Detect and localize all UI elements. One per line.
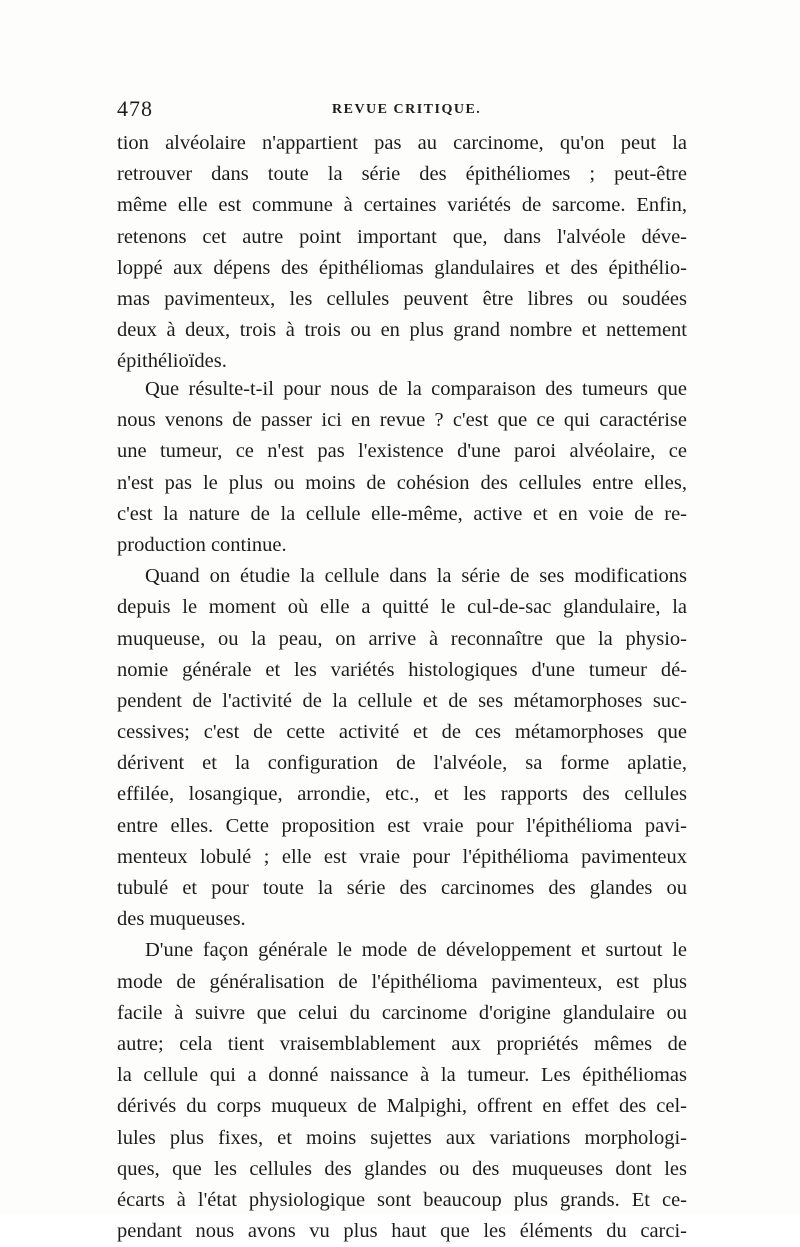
page-number: 478	[117, 96, 153, 121]
text-line: cessives; c'est de cette activité et de ces métamorphoses que	[117, 721, 687, 744]
text-line: écarts à l'état physiologique sont beaucoup plus grands. Et ce-	[117, 1188, 687, 1211]
text-line: dérivent et la configuration de l'alvéole, sa forme aplatie,	[117, 752, 687, 775]
text-line: une tumeur, ce n'est pas l'existence d'une paroi alvéolaire, ce	[117, 440, 687, 463]
text-line: mas pavimenteux, les cellules peuvent être libres ou soudées	[117, 287, 687, 310]
text-line: nomie générale et les variétés histologiques d'une tumeur dé-	[117, 658, 687, 681]
text-line: facile à suivre que celui du carcinome d'origine glandulaire ou	[117, 1001, 687, 1024]
text-line: Quand on étudie la cellule dans la série de ses modifications	[145, 565, 687, 588]
text-line: retenons cet autre point important que, dans l'alvéole déve-	[117, 225, 687, 248]
text-line: effilée, losangique, arrondie, etc., et les rapports des cellules	[117, 783, 687, 806]
text-line: Que résulte-t-il pour nous de la comparaison des tumeurs que	[145, 378, 687, 400]
paragraph-continued	[117, 128, 687, 378]
text-line: ques, que les cellules des glandes ou des muqueuses dont les	[117, 1157, 687, 1180]
text-line: menteux lobulé ; elle est vraie pour l'épithélioma pavimenteux	[117, 845, 687, 868]
text-line: n'est pas le plus ou moins de cohésion des cellules entre elles,	[117, 471, 687, 494]
text-line: retrouver dans toute la série des épithéliomes ; peut-être	[117, 163, 687, 186]
text-line: même elle est commune à certaines variétés de sarcome. Enfin,	[117, 194, 687, 217]
text-line: pendent de l'activité de la cellule et de ses métamorphoses suc-	[117, 689, 687, 712]
text-line: depuis le moment où elle a quitté le cul-de-sac glandulaire, la	[117, 596, 687, 619]
text-line: mode de généralisation de l'épithélioma pavimenteux, est plus	[117, 970, 687, 993]
text-line: lules plus fixes, et moins sujettes aux variations morphologi-	[117, 1126, 687, 1149]
text-line: entre elles. Cette proposition est vraie pour l'épithélioma pavi-	[117, 814, 687, 837]
paragraph-generalisation	[117, 935, 687, 1247]
main-text	[117, 374, 687, 1247]
text-line: D'une façon générale le mode de développement et surtout le	[145, 939, 687, 962]
text-line: dérivés du corps muqueux de Malpighi, offrent en effet des cel-	[117, 1095, 687, 1118]
text-line: muqueuse, ou la peau, on arrive à reconnaître que la physio-	[117, 627, 687, 650]
text-line: nous venons de passer ici en revue ? c'est que ce qui caractérise	[117, 409, 687, 432]
text-line: deux à deux, trois à trois ou en plus grand nombre et nettement	[117, 319, 687, 342]
text-line: c'est la nature de la cellule elle-même, active et en voie de re-	[117, 502, 687, 525]
journal-title: REVUE CRITIQUE.	[332, 102, 482, 117]
text-line: production continue.	[117, 533, 287, 556]
paragraph-tumeur-nature	[117, 374, 687, 561]
paragraph-cellule-modifications	[117, 561, 687, 935]
text-line: tubulé et pour toute la série des carcinomes des glandes ou	[117, 877, 687, 899]
text-line: pendant nous avons vu plus haut que les éléments du carci-	[117, 1220, 687, 1243]
text-line: loppé aux dépens des épithéliomas glandulaires et des épithélio-	[117, 256, 687, 279]
text-line: autre; cela tient vraisemblablement aux propriétés mêmes de	[117, 1032, 687, 1055]
text-line: épithélioïdes.	[117, 350, 227, 373]
text-line: des muqueuses.	[117, 908, 246, 931]
text-line: tion alvéolaire n'appartient pas au carcinome, qu'on peut la	[117, 132, 687, 154]
text-line: la cellule qui a donné naissance à la tumeur. Les épithéliomas	[117, 1064, 687, 1087]
running-head	[117, 96, 697, 126]
